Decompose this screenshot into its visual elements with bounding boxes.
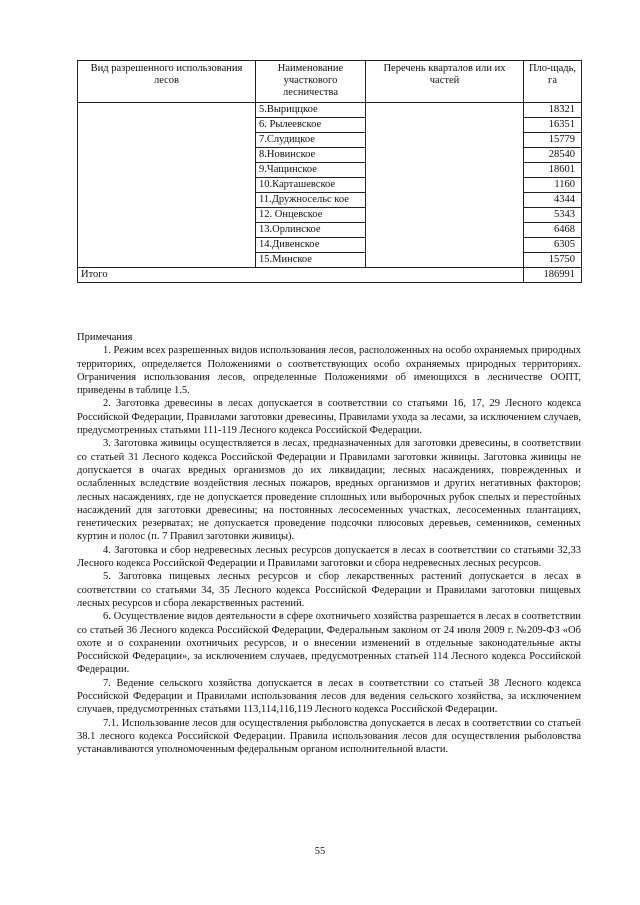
header-quarters: Перечень кварталов или их частей [366, 61, 524, 103]
forestry-name-cell: 11.Дружносельс кое [256, 193, 366, 208]
area-cell: 1160 [524, 178, 582, 193]
area-cell: 4344 [524, 193, 582, 208]
quarters-cell [366, 148, 524, 163]
notes-list [77, 344, 581, 756]
header-use-type: Вид разрешенного использования лесов [78, 61, 256, 103]
area-cell: 16351 [524, 118, 582, 133]
use-type-cell [78, 103, 256, 268]
total-row [78, 268, 582, 283]
forestry-name-cell: 15.Минское [256, 253, 366, 268]
area-cell: 6305 [524, 238, 582, 253]
notes-title: Примечания [77, 332, 133, 343]
note-paragraph: 3. Заготовка живицы осуществляется в лесах, предназначенных для заготовки древесины, в соответствии со статьей 31 Лесного кодекса Российской Федерации и Правилами заготовки живицы. Заготовка живицы не допускается в очагах вредных организмов до их ликвидации; лесных насаждениях, поврежденных и ослабленных вследствие воздействия лесных пожаров, вредных организмов и других негативных факторов; лесных насаждениях, где не допускается проведение сплошных или выборочных рубок спелых и перестойных насаждений для заготовки древесины; на постоянных лесосеменных участках, лесосеменных плантациях, генетических резерватах; не допускается проведение подсочки плюсовых деревьев, семенников, семенных куртин и полос (п. 7 Правил заготовки живицы). [77, 438, 581, 543]
forest-use-table [77, 60, 582, 283]
quarters-cell [366, 223, 524, 238]
quarters-cell [366, 133, 524, 148]
header-forestry-name: Наименование участкового лесничества [256, 61, 366, 103]
note-paragraph: 4. Заготовка и сбор недревесных лесных ресурсов допускается в лесах в соответствии со статьями 32,33 Лесного кодекса Российской Федерации и Правилами заготовки и сбора недревесных лесных ресурсов. [77, 544, 581, 570]
forestry-name-cell: 5.Выриццкое [256, 103, 366, 118]
page-number: 55 [314, 846, 326, 857]
area-cell: 28540 [524, 148, 582, 163]
forestry-name-cell: 12. Онцевское [256, 208, 366, 223]
area-cell: 5343 [524, 208, 582, 223]
table-header-row [78, 61, 582, 103]
quarters-cell [366, 193, 524, 208]
quarters-cell [366, 238, 524, 253]
quarters-cell [366, 163, 524, 178]
quarters-cell [366, 103, 524, 118]
forestry-name-cell: 10.Карташевское [256, 178, 366, 193]
forestry-name-cell: 7.Слудицкое [256, 133, 366, 148]
quarters-cell [366, 178, 524, 193]
area-cell: 15779 [524, 133, 582, 148]
area-cell: 18321 [524, 103, 582, 118]
area-cell: 18601 [524, 163, 582, 178]
forestry-name-cell: 9.Чащинское [256, 163, 366, 178]
note-paragraph: 1. Режим всех разрешенных видов использования лесов, расположенных на особо охраняемых природных территориях, определяется Положениями о соответствующих особо охраняемых природных территориях. Ограничения использования лесов, определенные Положениями об имеющихся в лесничестве ООПТ, приведены в таблице 1.5. [77, 345, 581, 397]
quarters-cell [366, 118, 524, 133]
table-row [78, 103, 582, 118]
header-area: Пло-щадь, га [524, 61, 582, 103]
note-paragraph: 7.1. Использование лесов для осуществления рыболовства допускается в лесах в соответствии со статьей 38.1 лесного кодекса Российской Федерации. Правила использования лесов для осуществления рыболовства устанавливаются уполномоченным федеральным органом исполнительной власти. [77, 717, 581, 756]
forestry-name-cell: 14.Дивенское [256, 238, 366, 253]
total-value: 186991 [524, 268, 582, 283]
quarters-cell [366, 208, 524, 223]
area-cell: 6468 [524, 223, 582, 238]
forestry-name-cell: 13.Орлинское [256, 223, 366, 238]
note-paragraph: 5. Заготовка пищевых лесных ресурсов и сбор лекарственных растений допускается в лесах в соответствии со статьями 34, 35 Лесного кодекса Российской Федерации и Правилами заготовки пищевых лесных ресурсов и сбора лекарственных растений. [77, 571, 581, 609]
forestry-name-cell: 8.Новинское [256, 148, 366, 163]
note-paragraph: 2. Заготовка древесины в лесах допускается в соответствии со статьями 16, 17, 29 Лесного кодекса Российской Федерации, Правилами заготовки древесины, Правилами ухода за лесами, за исключением случаев, предусмотренных статьями 111-119 Лесного кодекса Российской Федерации. [77, 398, 581, 437]
forestry-name-cell: 6. Рылеевское [256, 118, 366, 133]
note-paragraph: 7. Ведение сельского хозяйства допускается в лесах в соответствии со статьей 38 Лесного кодекса Российской Федерации и Правилами использования лесов для ведения сельского хозяйства, за исключением случаев, предусмотренных статьями 113,114,116,119 Лесного кодекса Российской Федерации. [77, 677, 581, 716]
quarters-cell [366, 253, 524, 268]
total-label: Итого [78, 268, 524, 283]
note-paragraph: 6. Осуществление видов деятельности в сфере охотничьего хозяйства разрешается в лесах в соответствии со статьей 36 Лесного кодекса Российской Федерации, Федеральным законом от 24 июля 2009 г. №209-ФЗ «Об охоте и о сохранении охотничьих ресурсов, и о внесении изменений в отдельные законодательные акты Российской Федерации», за исключением случаев, предусмотренных статьей 114 Лесного кодекса Российской Федерации. [77, 611, 581, 676]
area-cell: 15750 [524, 253, 582, 268]
notes-section [77, 331, 581, 757]
